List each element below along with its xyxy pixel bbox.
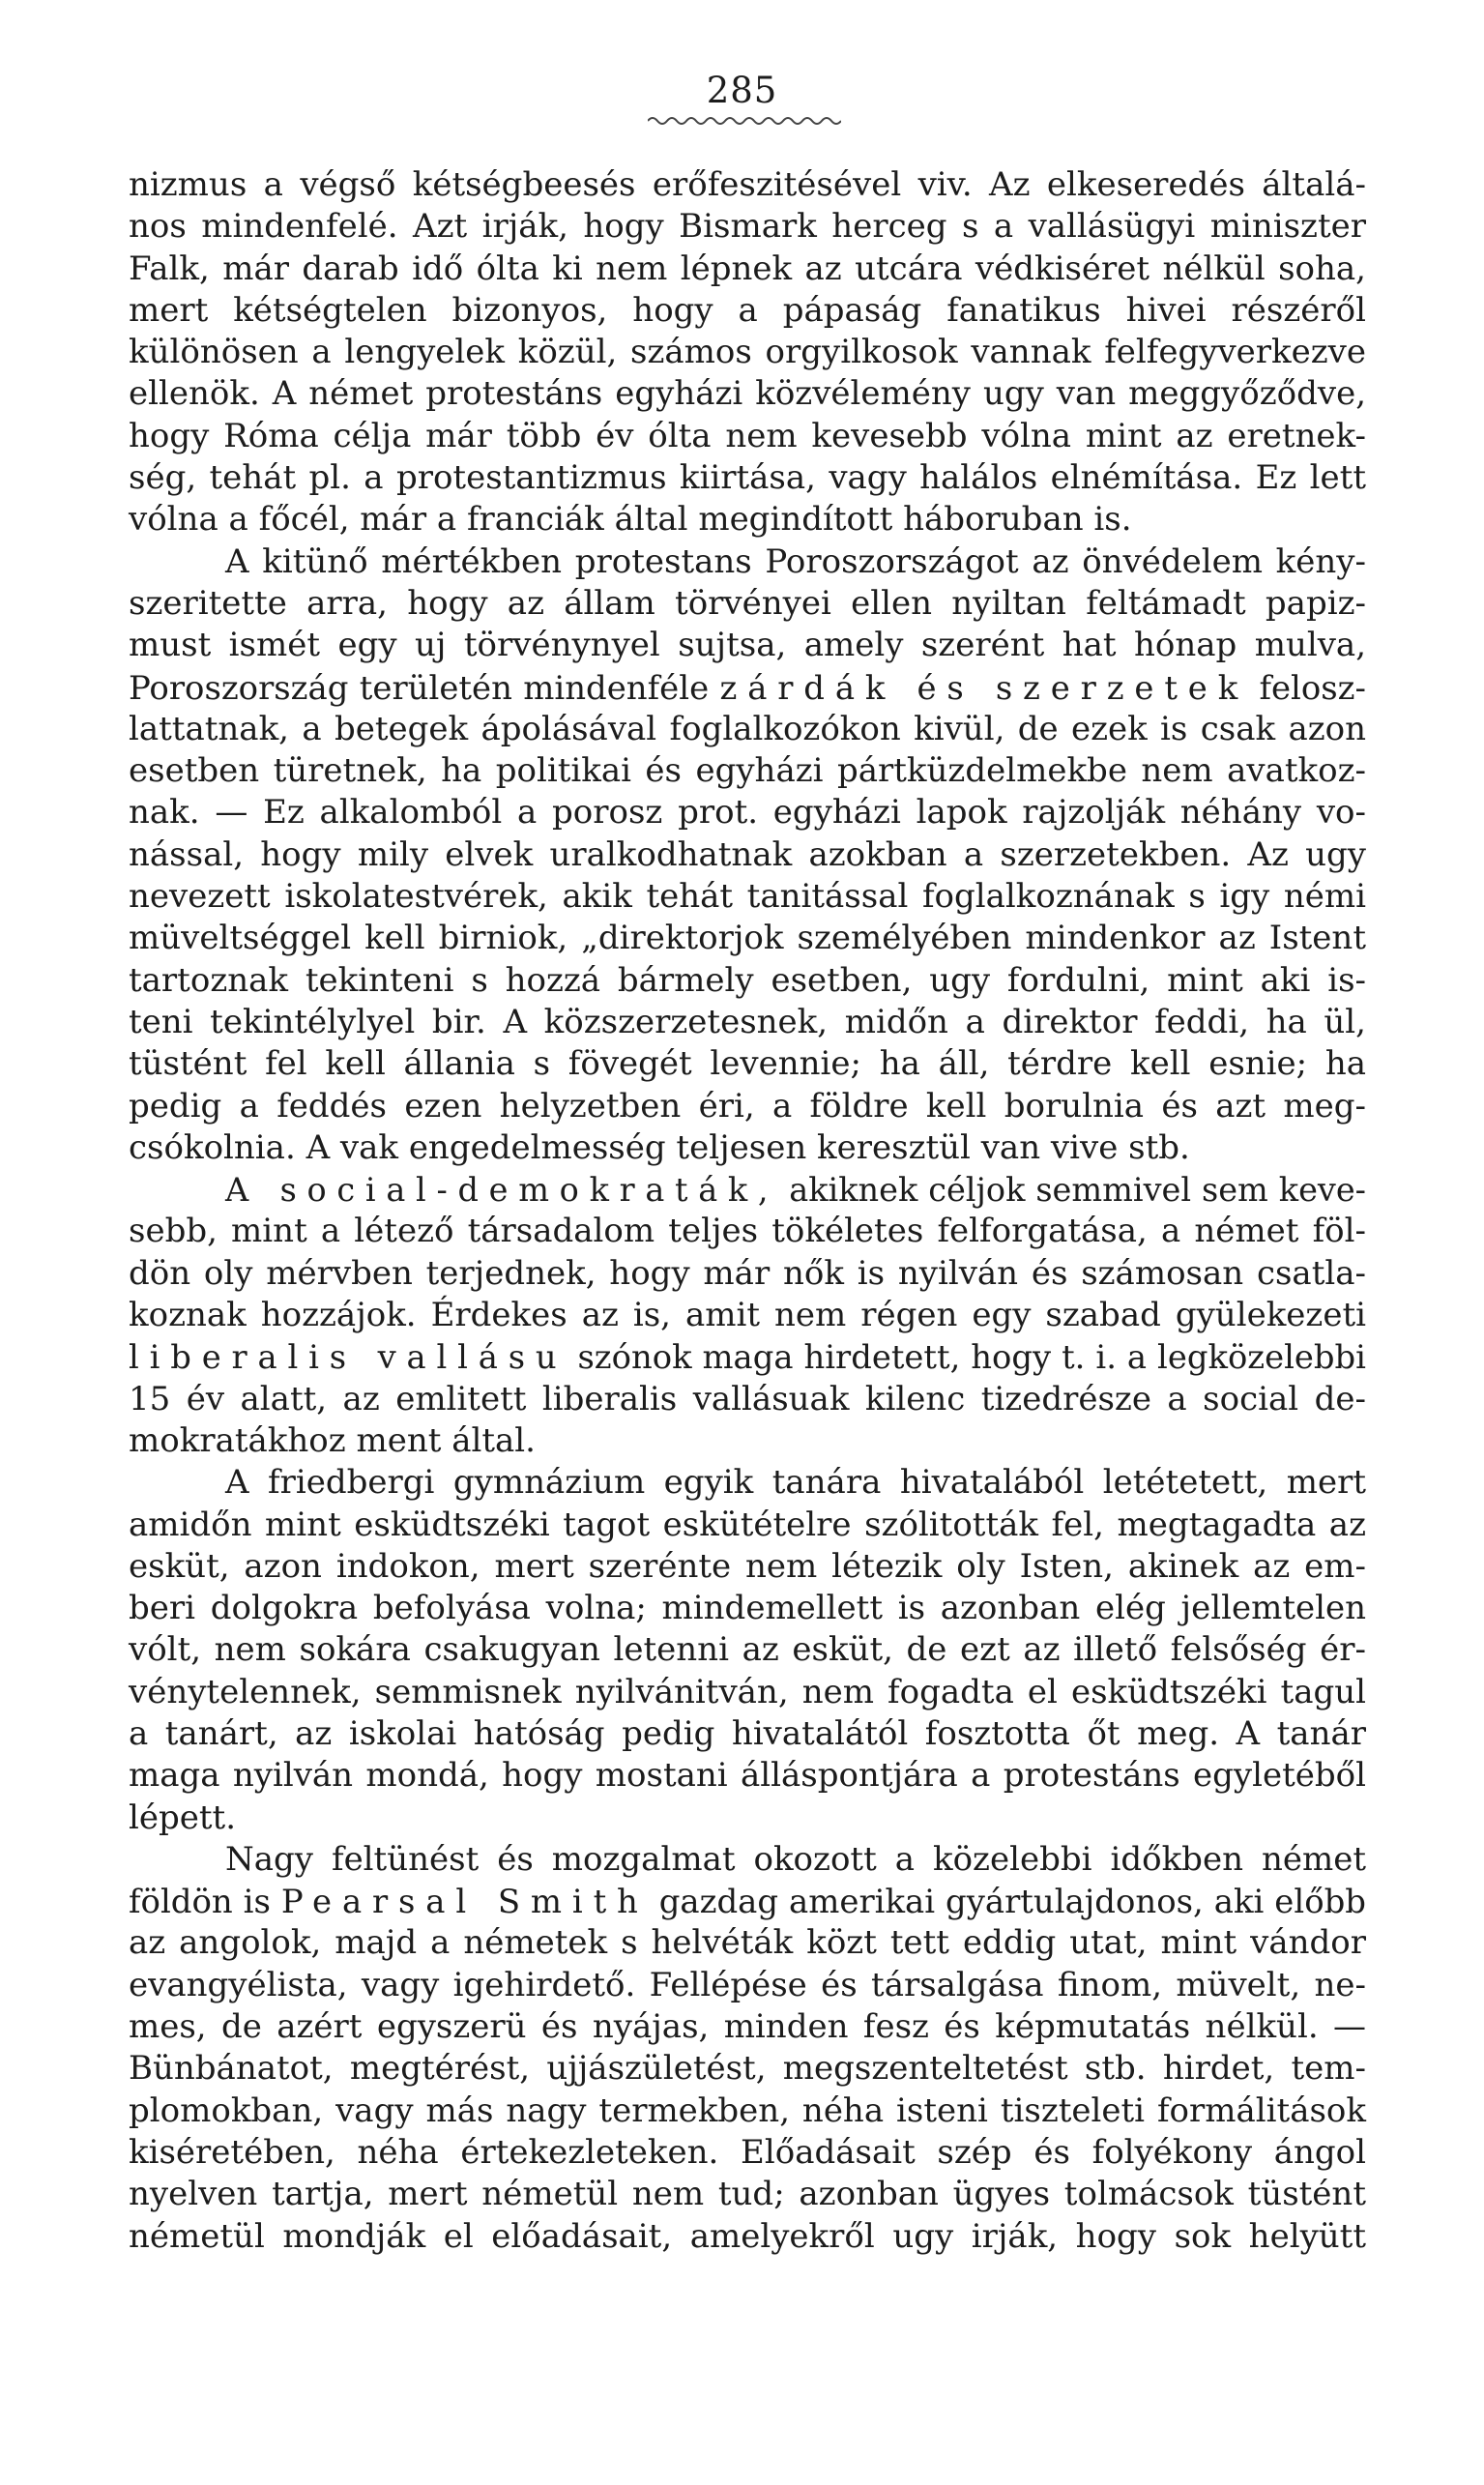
text-line: must ismét egy uj törvénynyel sujtsa, amely szerént hat hónap mulva, xyxy=(129,626,1366,665)
text-line: nyelven tartja, mert németül nem tud; azonban ügyes tolmácsok tüstént xyxy=(129,2175,1366,2214)
text-line xyxy=(129,1169,1366,1211)
text-line: csókolnia. A vak engedelmesség teljesen keresztül van vive stb. xyxy=(129,1127,1190,1167)
text-line: Falk, már darab idő ólta ki nem lépnek az utcára védkiséret nélkül soha, xyxy=(129,248,1366,288)
text-line: az angolok, majd a németek s helvéták közt tett eddig utat, mint vándor xyxy=(129,1923,1366,1963)
text-line: nak. — Ez alkalomból a porosz prot. egyházi lapok rajzolják néhány vo- xyxy=(129,793,1366,833)
text-segment: földön is xyxy=(129,1883,271,1921)
page-number: 285 xyxy=(706,70,778,111)
text-line: amidőn mint esküdtszéki tagot eskütételre szólitották fel, megtagadta az xyxy=(129,1505,1366,1544)
text-segment: Poroszország területén mindenféle xyxy=(129,668,710,707)
text-line: vénytelennek, semmisnek nyilvánitván, nem fogadta el esküdtszéki tagul xyxy=(129,1672,1366,1711)
text-line: pedig a feddés ezen helyzetben éri, a földre kell borulnia és azt meg- xyxy=(129,1086,1366,1126)
text-line: A kitünő mértékben protestans Poroszországot az önvédelem kény- xyxy=(225,541,1366,581)
wavy-rule-ornament xyxy=(648,114,841,128)
text-line: esküt, azon indokon, mert szerénte nem létezik oly Isten, akinek az em- xyxy=(129,1546,1366,1586)
text-line: koznak hozzájok. Érdekes az is, amit nem régen egy szabad gyülekezeti xyxy=(129,1296,1366,1335)
text-segment: szónok maga hirdetett, hogy t. i. a legközelebbi xyxy=(577,1338,1366,1377)
text-line: Bünbánatot, megtérést, ujjászületést, megszenteltetést stb. hirdet, tem- xyxy=(129,2049,1366,2089)
text-line: esetben türetnek, ha politikai és egyházi pártküzdelmekbe nem avatkoz- xyxy=(129,751,1366,791)
spaced-emphasis: A social-demokraták, xyxy=(225,1171,779,1210)
spaced-emphasis: liberalis vallásu xyxy=(129,1338,567,1377)
text-line: vólt, nem sokára csakugyan letenni az esküt, de ezt az illető felsőség ér- xyxy=(129,1630,1366,1670)
text-line: tüstént fel kell állania s fövegét levennie; ha áll, térdre kell esnie; ha xyxy=(129,1044,1366,1084)
text-line xyxy=(129,667,1366,709)
text-line: hogy Róma célja már több év ólta nem kevesebb vólna mint az eretnek- xyxy=(129,416,1366,455)
text-segment: gazdag amerikai gyártulajdonos, aki előbb xyxy=(658,1883,1366,1921)
text-line: nizmus a végső kétségbeesés erőfeszitésével viv. Az elkeseredés általá- xyxy=(129,165,1366,204)
text-segment: akiknek céljok semmivel sem keve- xyxy=(789,1171,1366,1210)
spaced-emphasis: Pearsal Smith xyxy=(280,1883,649,1921)
text-line xyxy=(129,1336,1366,1378)
text-line: mert kétségtelen bizonyos, hogy a pápaság fanatikus hivei részéről xyxy=(129,290,1366,330)
text-line: müveltséggel kell birniok, „direktorjok személyében mindenkor az Istent xyxy=(129,919,1366,958)
text-line: németül mondják el előadásait, amelyekről ugy irják, hogy sok helyütt xyxy=(129,2216,1366,2256)
text-line: nos mindenfelé. Azt irják, hogy Bismark herceg s a vallásügyi miniszter xyxy=(129,207,1366,247)
text-line: evangyélista, vagy igehirdető. Fellépése és társalgása finom, müvelt, ne- xyxy=(129,1965,1366,2004)
text-line: maga nyilván mondá, hogy mostani álláspontjára a protestáns egyletéből xyxy=(129,1756,1366,1796)
text-line: a tanárt, az iskolai hatóság pedig hivatalától fosztotta őt meg. A tanár xyxy=(129,1713,1366,1753)
text-segment: felosz- xyxy=(1259,668,1366,707)
text-line: Nagy feltünést és mozgalmat okozott a közelebbi időkben német xyxy=(225,1839,1366,1879)
text-line: teni tekintélylyel bir. A közszerzetesnek, midőn a direktor feddi, ha ül, xyxy=(129,1002,1366,1041)
text-line: lépett. xyxy=(129,1798,237,1837)
text-line: ellenök. A német protestáns egyházi közvélemény ugy van meggyőződve, xyxy=(129,374,1366,414)
text-line: ség, tehát pl. a protestantizmus kiirtása, vagy halálos elnémítása. Ez lett xyxy=(129,458,1366,498)
text-line: dön oly mérvben terjednek, hogy már nők is nyilván és számosan csatla- xyxy=(129,1253,1366,1293)
text-line: A friedbergi gymnázium egyik tanára hivatalából letétetett, mert xyxy=(225,1463,1366,1503)
text-line: különösen a lengyelek közül, számos orgyilkosok vannak felfegyverkezve xyxy=(129,333,1366,372)
text-line: plomokban, vagy más nagy termekben, néha isteni tiszteleti formálitások xyxy=(129,2090,1366,2130)
text-line: sebb, mint a létező társadalom teljes tökéletes felforgatása, a német föl- xyxy=(129,1212,1366,1251)
text-line: mokratákhoz ment által. xyxy=(129,1420,536,1460)
text-line: tartoznak tekinteni s hozzá bármely esetben, ugy fordulni, mint aki is- xyxy=(129,960,1366,1000)
spaced-emphasis: zárdák és szerzetek xyxy=(719,668,1249,707)
text-line: beri dolgokra befolyása volna; mindemellett is azonban elég jellemtelen xyxy=(129,1589,1366,1628)
text-line: kiséretében, néha értekezleteken. Előadásait szép és folyékony ángol xyxy=(129,2132,1366,2172)
text-line: vólna a főcél, már a franciák által megindított háboruban is. xyxy=(129,500,1132,540)
text-line: nással, hogy mily elvek uralkodhatnak azokban a szerzetekben. Az ugy xyxy=(129,834,1366,874)
text-line: lattatnak, a betegek ápolásával foglalkozókon kivül, de ezek is csak azon xyxy=(129,709,1366,748)
text-line: 15 év alatt, az emlitett liberalis vallásuak kilenc tizedrésze a social de- xyxy=(129,1379,1366,1418)
text-line: nevezett iskolatestvérek, akik tehát tanitással foglalkoznának s igy némi xyxy=(129,877,1366,917)
text-line xyxy=(129,1881,1366,1922)
page-text xyxy=(129,164,1366,2258)
text-line: szeritette arra, hogy az állam törvényei ellen nyiltan feltámadt papiz- xyxy=(129,583,1366,623)
text-line: mes, de azért egyszerü és nyájas, minden fesz és képmutatás nélkül. — xyxy=(129,2007,1366,2047)
